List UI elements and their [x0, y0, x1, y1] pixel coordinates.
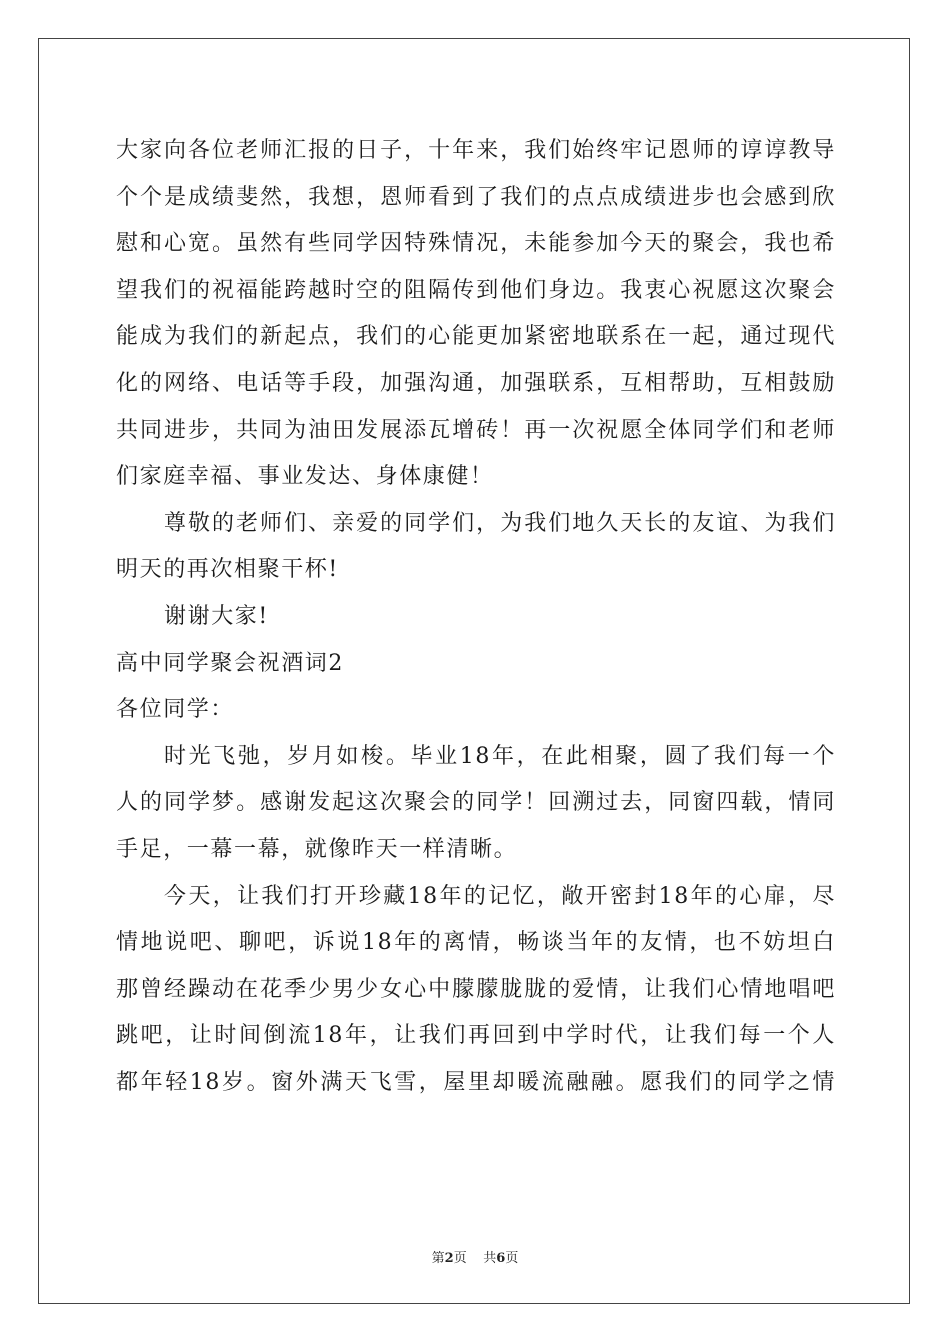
- text-line: 各位同学：: [116, 697, 235, 723]
- text-line: 那曾经躁动在花季少男少女心中朦朦胧胧的爱情，让我们心情地唱吧: [116, 976, 836, 1002]
- text-line: 手足，一幕一幕，就像昨天一样清晰。: [116, 836, 518, 862]
- text-line: 明天的再次相聚干杯!: [116, 557, 339, 583]
- page-number-prefix: 第: [431, 1251, 445, 1266]
- text-line: 尊敬的老师们、亲爱的同学们，为我们地久天长的友谊、为我们: [164, 510, 836, 536]
- text-line: 今天，让我们打开珍藏18年的记忆，敞开密封18年的心扉，尽: [164, 883, 836, 909]
- text-line: 化的网络、电话等手段，加强沟通，加强联系，互相帮助，互相鼓励: [116, 370, 836, 396]
- page-number-suffix: 页: [453, 1251, 467, 1266]
- text-line: 能成为我们的新起点，我们的心能更加紧密地联系在一起，通过现代: [116, 324, 836, 350]
- text-line: 人的同学梦。感谢发起这次聚会的同学！回溯过去，同窗四载，情同: [116, 790, 836, 816]
- total-pages-suffix: 页: [505, 1251, 519, 1266]
- total-pages-prefix: 共: [483, 1251, 497, 1266]
- document-body: [116, 128, 836, 1106]
- text-line: 都年轻18岁。窗外满天飞雪，屋里却暖流融融。愿我们的同学之情: [116, 1069, 836, 1095]
- text-line: 个个是成绩斐然，我想，恩师看到了我们的点点成绩进步也会感到欣: [116, 184, 836, 210]
- text-line: 望我们的祝福能跨越时空的阻隔传到他们身边。我衷心祝愿这次聚会: [116, 277, 836, 303]
- text-line: 情地说吧、聊吧，诉说18年的离情，畅谈当年的友情，也不妨坦白: [116, 930, 836, 956]
- text-line: 慰和心宽。虽然有些同学因特殊情况，未能参加今天的聚会，我也希: [116, 231, 836, 257]
- text-line: 高中同学聚会祝酒词2: [116, 650, 344, 676]
- text-line: 跳吧，让时间倒流18年，让我们再回到中学时代，让我们每一个人: [116, 1023, 836, 1049]
- text-line: 们家庭幸福、事业发达、身体康健！: [116, 464, 494, 490]
- text-line: 共同进步，共同为油田发展添瓦增砖！再一次祝愿全体同学们和老师: [116, 417, 836, 443]
- text-line: 时光飞弛，岁月如梭。毕业18年，在此相聚，圆了我们每一个: [164, 743, 836, 769]
- text-line: 大家向各位老师汇报的日子，十年来，我们始终牢记恩师的谆谆教导: [116, 138, 836, 163]
- page-footer: [0, 1247, 950, 1266]
- current-page-number: 2: [444, 1251, 454, 1266]
- total-page-number: 6: [496, 1251, 506, 1266]
- text-line: 谢谢大家!: [164, 603, 269, 629]
